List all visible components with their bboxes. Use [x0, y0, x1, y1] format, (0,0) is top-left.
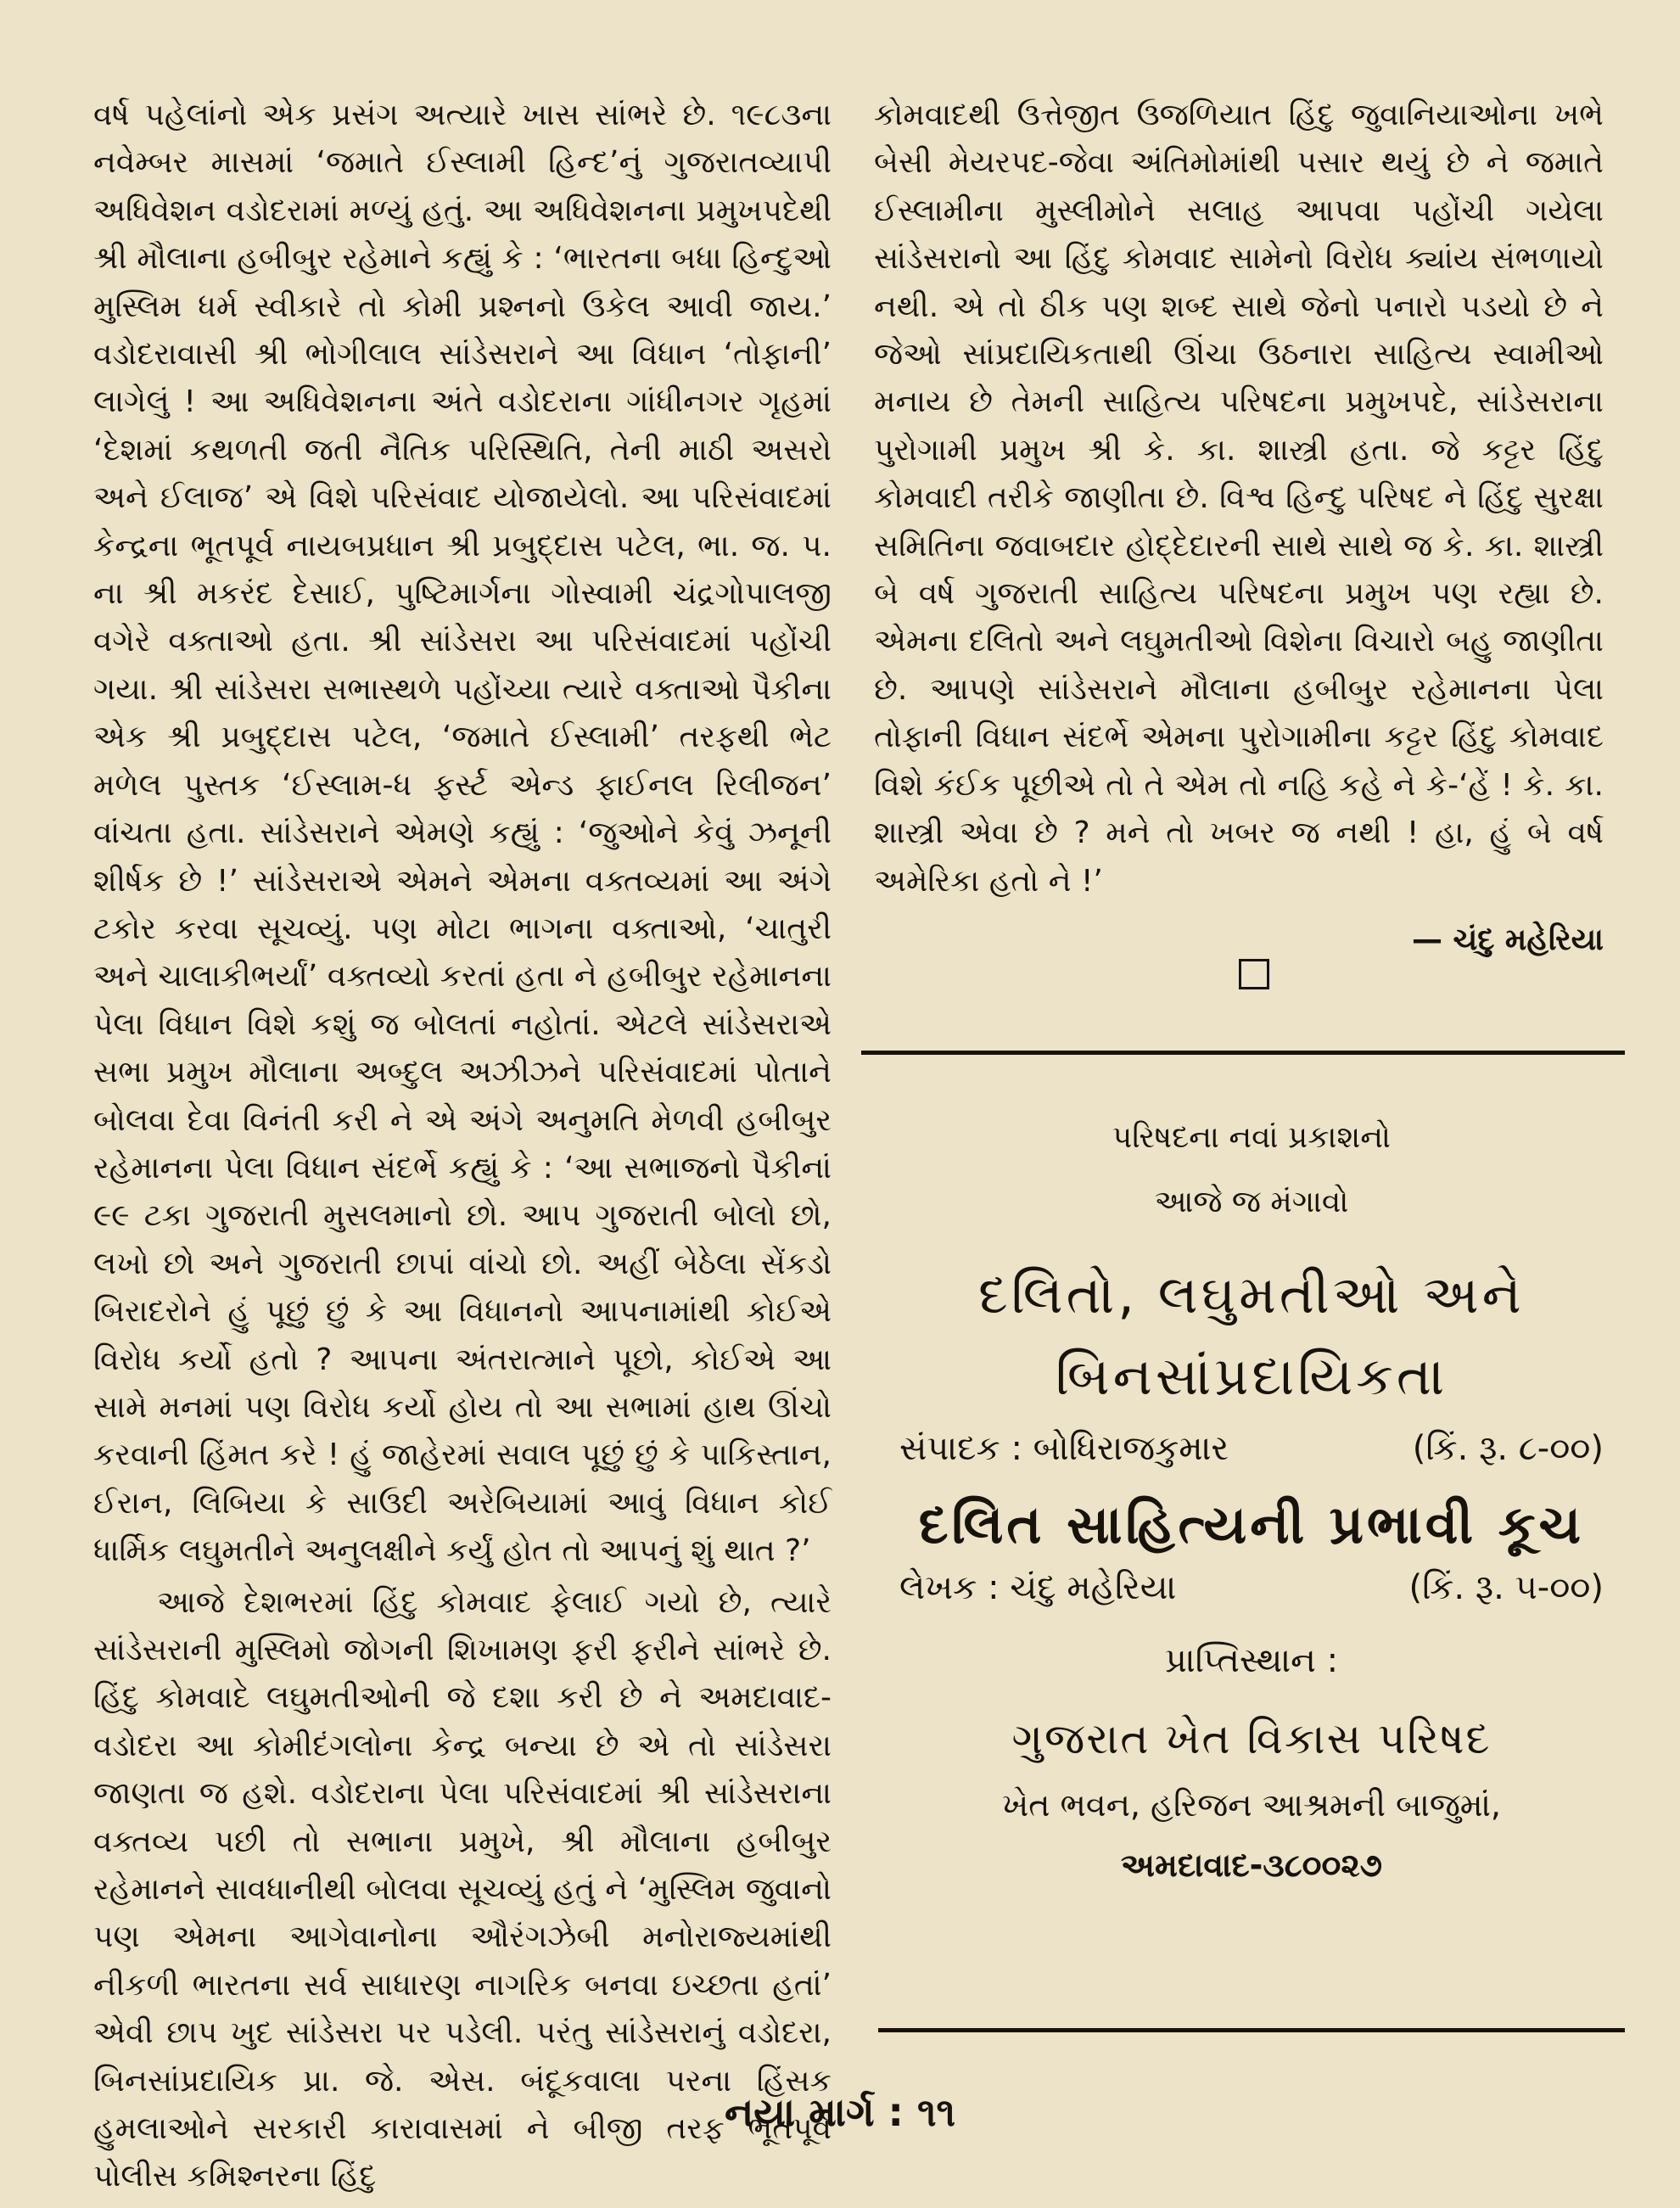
- article-end-mark: [1239, 959, 1269, 989]
- article-left-column: [93, 92, 832, 2201]
- author-signature: — ચંદુ મહેરિયા: [1411, 922, 1604, 957]
- article-paragraph: આજે દેશભરમાં હિંદુ કોમવાદ ફેલાઈ ગયો છે, ત્યારે સાંડેસરાની મુસ્લિમો જોગની શિખામણ ફરી ફરીને સાંભરે છે. હિંદુ કોમવાદે લઘુમતીઓની જે દશા કરી છે ને અમદાવાદ-વડોદરા આ કોમીદંગલોના કેન્દ્ર બન્યા છે એ તો સાંડેસરા જાણતા જ હશે. વડોદરાના પેલા પરિસંવાદમાં શ્રી સાંડેસરાના વક્તવ્ય પછી તો સભાના પ્રમુખે, શ્રી મૌલાના હબીબુર રહેમાનને સાવધાનીથી બોલવા સૂચવ્યું હતું ને ‘મુસ્લિમ જુવાનો પણ એમના આગેવાનોના ઔરંગઝેબી મનોરાજ્યમાંથી નીકળી ભારતના સર્વ સાધારણ નાગરિક બનવા ઇચ્છતા હતાં’ એવી છાપ ખુદ સાંડેસરા પર પડેલી. પરંતુ સાંડેસરાનું વડોદરા, બિનસાંપ્રદાયિક પ્રા. જે. એસ. બંદૂકવાલા પરના હિંસક હુમલાઓને સરકારી કારાવાસમાં ને બીજી તરફ ભૂતપૂર્વ પોલીસ કમિશ્નરના હિંદુ: [93, 1584, 832, 2194]
- divider: [861, 1051, 1625, 1055]
- book1-meta: [899, 1429, 1604, 1468]
- book1-title-line: દલિતો, લઘુમતીઓ અને: [978, 1264, 1525, 1325]
- availability-label: પ્રાપ્તિસ્થાન :: [1164, 1641, 1339, 1680]
- book2-meta: [899, 1568, 1604, 1607]
- book2-title: દલિત સાહિત્યની પ્રભાવી કૂચ: [918, 1493, 1585, 1555]
- advert-heading: પરિષદના નવાં પ્રકાશનો: [1112, 1120, 1392, 1155]
- publisher-name: ગુજરાત ખેત વિકાસ પરિષદ: [1011, 1714, 1492, 1763]
- book1-price: (કિં. રૂ. ૮-૦૦): [1412, 1429, 1604, 1468]
- article-right-column: [874, 92, 1604, 958]
- page-footer: નયા માર્ગ : ૧૧: [724, 2089, 956, 2135]
- book1-title-line: બિનસાંપ્રદાયિકતા: [1055, 1345, 1448, 1407]
- book1-title: [882, 1254, 1621, 1417]
- book1-editor: સંપાદક : બોધિરાજકુમાર: [899, 1429, 1229, 1468]
- publication-advert: [882, 1120, 1621, 1885]
- article-paragraph: કોમવાદથી ઉત્તેજીત ઉજળિયાત હિંદુ જુવાનિયાઓના ખભે બેસી મેયરપદ-જેવા અંતિમોમાંથી પસાર થયું છે ને જમાતે ઈસ્લામીના મુસ્લીમોને સલાહ આપવા પહોંચી ગયેલા સાંડેસરાનો આ હિંદુ કોમવાદ સામેનો વિરોધ ક્યાંય સંભળાયો નથી. એ તો ઠીક પણ શબ્દ સાથે જેનો પનારો પડયો છે ને જેઓ સાંપ્રદાયિકતાથી ઊંચા ઉઠનારા સાહિત્ય સ્વામીઓ મનાય છે તેમની સાહિત્ય પરિષદના પ્રમુખપદે, સાંડેસરાના પુરોગામી પ્રમુખ શ્રી કે. કા. શાસ્ત્રી હતા. જે કટ્ટર હિંદુ કોમવાદી તરીકે જાણીતા છે. વિશ્વ હિન્દુ પરિષદ ને હિંદુ સુરક્ષા સમિતિના જવાબદાર હોદ્દેદારની સાથે સાથે જ કે. કા. શાસ્ત્રી બે વર્ષ ગુજરાતી સાહિત્ય પરિષદના પ્રમુખ પણ રહ્યા છે. એમના દલિતો અને લઘુમતીઓ વિશેના વિચારો બહુ જાણીતા છે. આપણે સાંડેસરાને મૌલાના હબીબુર રહેમાનના પેલા તોફાની વિધાન સંદર્ભે એમના પુરોગામીના કટ્ટર હિંદુ કોમવાદ વિશે કંઈક પૂછીએ તો તે એમ તો નહિ કહે ને કે-‘હેં ! કે. કા. શાસ્ત્રી એવા છે ? મને તો ખબર જ નથી ! હા, હું બે વર્ષ અમેરિકા હતો ને !’: [874, 98, 1604, 899]
- book2-price: (કિં. રૂ. ૫-૦૦): [1408, 1568, 1604, 1607]
- advert-subheading: આજે જ મંગાવો: [1154, 1185, 1349, 1219]
- divider: [878, 2028, 1625, 2032]
- publisher-address: ખેત ભવન, હરિજન આશ્રમની બાજુમાં,: [1001, 1786, 1502, 1824]
- article-paragraph: વર્ષ પહેલાંનો એક પ્રસંગ અત્યારે ખાસ સાંભરે છે. ૧૯૮૩ના નવેમ્બર માસમાં ‘જમાતે ઈસ્લામી હિન્દ’નું ગુજરાતવ્યાપી અધિવેશન વડોદરામાં મળ્યું હતું. આ અધિવેશનના પ્રમુખપદેથી શ્રી મૌલાના હબીબુર રહેમાને કહ્યું કે : ‘ભારતના બધા હિન્દુઓ મુસ્લિમ ધર્મ સ્વીકારે તો કોમી પ્રશ્નનો ઉકેલ આવી જાય.’ વડોદરાવાસી શ્રી ભોગીલાલ સાંડેસરાને આ વિધાન ‘તોફાની’ લાગેલું ! આ અધિવેશનના અંતે વડોદરાના ગાંધીનગર ગૃહમાં ‘દેશમાં કથળતી જતી નૈતિક પરિસ્થિતિ, તેની માઠી અસરો અને ઈલાજ’ એ વિશે પરિસંવાદ યોજાયેલો. આ પરિસંવાદમાં કેન્દ્રના ભૂતપૂર્વ નાયબપ્રધાન શ્રી પ્રબુદ્દાસ પટેલ, ભા. જ. પ. ના શ્રી મકરંદ દેસાઈ, પુષ્ટિમાર્ગના ગોસ્વામી ચંદ્રગોપાલજી વગેરે વક્તાઓ હતા. શ્રી સાંડેસરા આ પરિસંવાદમાં પહોંચી ગયા. શ્રી સાંડેસરા સભાસ્થળે પહોંચ્યા ત્યારે વક્તાઓ પૈકીના એક શ્રી પ્રબુદ્દાસ પટેલ, ‘જમાતે ઈસ્લામી’ તરફથી ભેટ મળેલ પુસ્તક ‘ઈસ્લામ-ધ ફર્સ્ટ એન્ડ ફાઈનલ રિલીજન’ વાંચતા હતા. સાંડેસરાને એમણે કહ્યું : ‘જુઓને કેવું ઝનૂની શીર્ષક છે !’ સાંડેસરાએ એમને એમના વક્તવ્યમાં આ અંગે ટકોર કરવા સૂચવ્યું. પણ મોટા ભાગના વક્તાઓ, ‘ચાતુરી અને ચાલાકીભર્યાં’ વક્તવ્યો કરતાં હતા ને હબીબુર રહેમાનના પેલા વિધાન વિશે કશું જ બોલતાં નહોતાં. એટલે સાંડેસરાએ સભા પ્રમુખ મૌલાના અબ્દુલ અઝીઝને પરિસંવાદમાં પોતાને બોલવા દેવા વિનંતી કરી ને એ અંગે અનુમતિ મેળવી હબીબુર રહેમાનના પેલા વિધાન સંદર્ભે કહ્યું કે : ‘આ સભાજનો પૈકીનાં ૯૯ ટકા ગુજરાતી મુસલમાનો છો. આપ ગુજરાતી બોલો છો, લખો છો અને ગુજરાતી છાપાં વાંચો છો. અહીં બેઠેલા સેંકડો બિરાદરોને હું પૂછું છું કે આ વિધાનનો આપનામાંથી કોઈએ વિરોધ કર્યો હતો ? આપના અંતરાત્માને પૂછો, કોઈએ આ સામે મનમાં પણ વિરોધ કર્યો હોય તો આ સભામાં હાથ ઊંચો કરવાની હિંમત કરે ! હું જાહેરમાં સવાલ પૂછું છું કે પાકિસ્તાન, ઈરાન, લિબિયા કે સાઉદી અરેબિયામાં આવું વિધાન કોઈ ધાર્મિક લઘુમતીને અનુલક્ષીને કર્યું હોત તો આપનું શું થાત ?’: [93, 98, 832, 1569]
- book2-author: લેખક : ચંદુ મહેરિયા: [899, 1568, 1177, 1607]
- publisher-city: અમદાવાદ-૩૮૦૦૨૭: [1120, 1847, 1383, 1884]
